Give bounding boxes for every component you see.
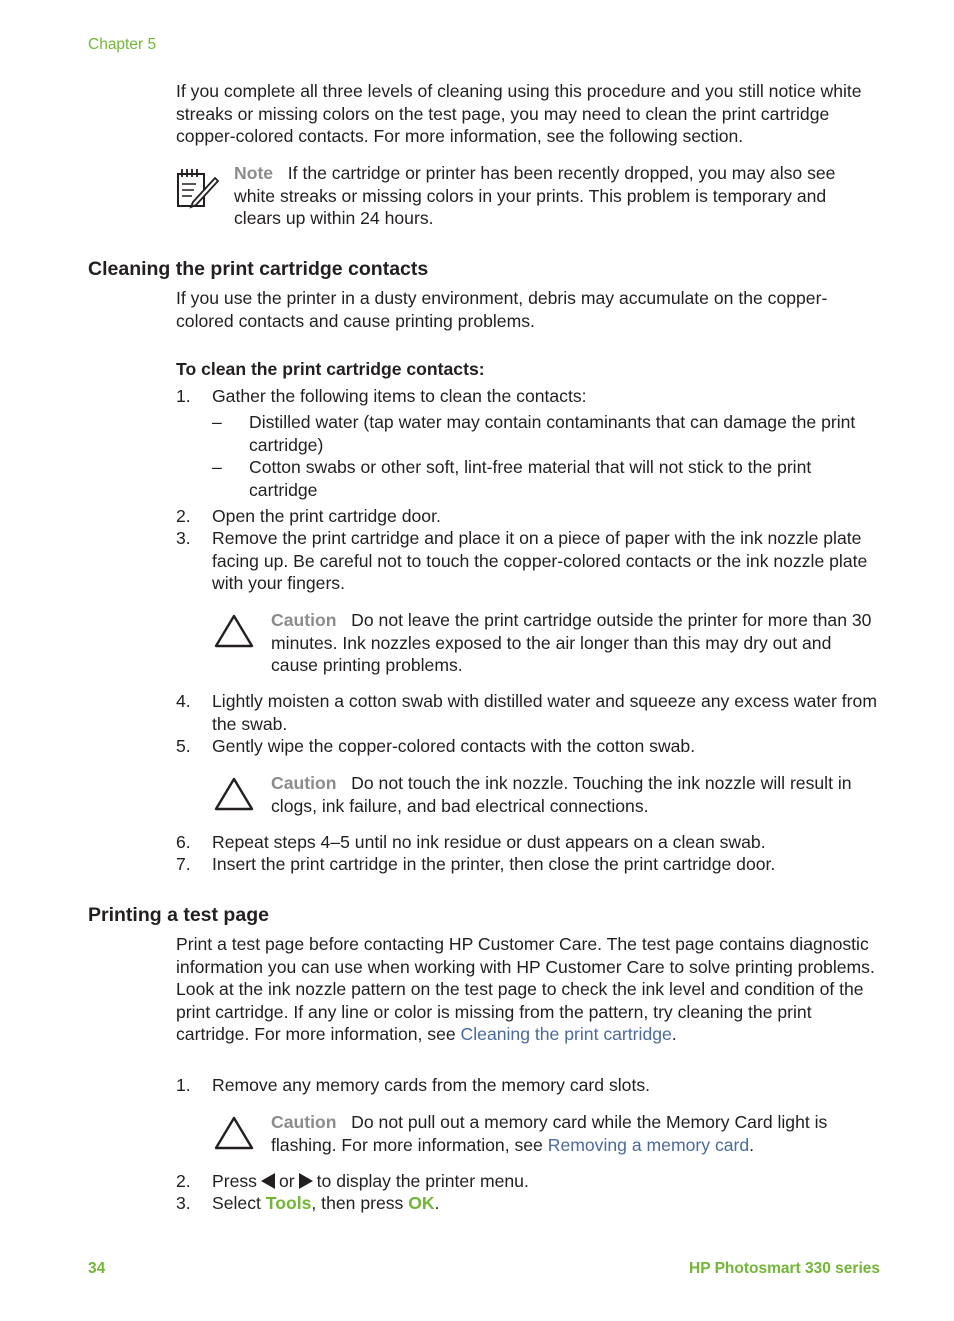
step3-select: Select bbox=[212, 1193, 261, 1213]
caution-block bbox=[271, 772, 876, 817]
list-item: Distilled water (tap water may contain contaminants that can damage the print cartridge) bbox=[249, 412, 856, 455]
product-name: HP Photosmart 330 series bbox=[689, 1260, 880, 1277]
step-text: Repeat steps 4–5 until no ink residue or dust appears on a clean swab. bbox=[212, 832, 766, 852]
step-number: 3. bbox=[176, 1193, 191, 1213]
menu-item-tools: Tools bbox=[265, 1193, 312, 1213]
note-label: Note bbox=[234, 163, 274, 183]
note-block bbox=[234, 162, 874, 230]
caution-text: Do not touch the ink nozzle. Touching the ink nozzle will result in clogs, ink failure, and bad electrical connections. bbox=[271, 773, 852, 816]
step-text: Remove the print cartridge and place it on a piece of paper with the ink nozzle plate facing up. Be careful not to touch the copper-colored contacts or the ink nozzle plate with your fingers. bbox=[212, 528, 868, 593]
intro-paragraph: If you complete all three levels of cleaning using this procedure and you still notice white streaks or missing colors on the test page, you may need to clean the print cartridge copper-colored contacts. For more information, see the following section. bbox=[176, 81, 862, 146]
step-number: 3. bbox=[176, 528, 191, 548]
caution-text: Do not leave the print cartridge outside the printer for more than 30 minutes. Ink nozzles exposed to the air longer than this may dry out and cause printing problems. bbox=[271, 610, 872, 675]
step-text: Lightly moisten a cotton swab with distilled water and squeeze any excess water from the swab. bbox=[212, 691, 877, 734]
section2-intro-text: Print a test page before contacting HP Customer Care. The test page contains diagnostic information you can use when working with HP Customer Care to solve printing problems. Look at the ink nozzle pattern on the test page to check the ink level and condition of the print cartridge. If any line or color is missing from the pattern, try cleaning the print cartridge. For more information, see bbox=[176, 934, 875, 1044]
caution-label: Caution bbox=[271, 610, 337, 630]
step3-then: , then press bbox=[311, 1193, 404, 1213]
chapter-header: Chapter 5 bbox=[88, 36, 157, 53]
note-icon bbox=[175, 166, 219, 210]
step2-rest: to display the printer menu. bbox=[316, 1171, 529, 1191]
caution-end: . bbox=[749, 1134, 755, 1155]
step-text: Open the print cartridge door. bbox=[212, 506, 441, 526]
caution-block bbox=[271, 609, 876, 677]
list-dash: – bbox=[212, 412, 222, 432]
step3-end: . bbox=[434, 1193, 440, 1213]
procedure-title: To clean the print cartridge contacts: bbox=[176, 359, 485, 379]
step2-press: Press bbox=[212, 1171, 257, 1191]
list-dash: – bbox=[212, 457, 222, 477]
caution-icon bbox=[213, 1115, 255, 1151]
section1-intro: If you use the printer in a dusty environment, debris may accumulate on the copper-colored contacts and cause printing problems. bbox=[176, 288, 828, 331]
caution-text: Do not pull out a memory card while the Memory Card light is flashing. For more information, see bbox=[271, 1112, 828, 1155]
step-text-press bbox=[212, 1170, 877, 1193]
step2-or: or bbox=[278, 1171, 295, 1191]
step-number: 1. bbox=[176, 1075, 191, 1095]
step-number: 5. bbox=[176, 736, 191, 756]
left-arrow-icon bbox=[261, 1173, 275, 1189]
step-number: 4. bbox=[176, 691, 191, 711]
step-text: Insert the print cartridge in the printer, then close the print cartridge door. bbox=[212, 854, 776, 874]
page-number: 34 bbox=[88, 1260, 106, 1277]
caution-label: Caution bbox=[271, 773, 337, 793]
step-text: Gather the following items to clean the contacts: bbox=[212, 386, 587, 406]
link-removing-memory-card[interactable]: Removing a memory card bbox=[547, 1134, 750, 1155]
step-number: 2. bbox=[176, 1171, 191, 1191]
section2-intro bbox=[176, 933, 876, 1046]
step-text: Remove any memory cards from the memory card slots. bbox=[212, 1075, 651, 1095]
ok-button-label: OK bbox=[408, 1193, 435, 1213]
section-title-test-page: Printing a test page bbox=[88, 904, 269, 926]
step-number: 2. bbox=[176, 506, 191, 526]
step-number: 7. bbox=[176, 854, 191, 874]
caution-icon bbox=[213, 776, 255, 812]
step-number: 1. bbox=[176, 386, 191, 406]
right-arrow-icon bbox=[299, 1173, 313, 1189]
step-number: 6. bbox=[176, 832, 191, 852]
list-item: Cotton swabs or other soft, lint-free material that will not stick to the print cartridge bbox=[249, 457, 812, 500]
link-cleaning-print-cartridge[interactable]: Cleaning the print cartridge bbox=[460, 1024, 672, 1044]
step-text: Gently wipe the copper-colored contacts with the cotton swab. bbox=[212, 736, 696, 756]
caution-block bbox=[271, 1111, 876, 1156]
note-text: If the cartridge or printer has been recently dropped, you may also see white streaks or missing colors in your prints. This problem is temporary and clears up within 24 hours. bbox=[234, 163, 836, 228]
step-text-select bbox=[212, 1192, 877, 1215]
caution-icon bbox=[213, 613, 255, 649]
caution-label: Caution bbox=[271, 1112, 337, 1132]
section-title-cleaning-contacts: Cleaning the print cartridge contacts bbox=[88, 258, 429, 280]
section2-intro-end: . bbox=[671, 1024, 677, 1044]
